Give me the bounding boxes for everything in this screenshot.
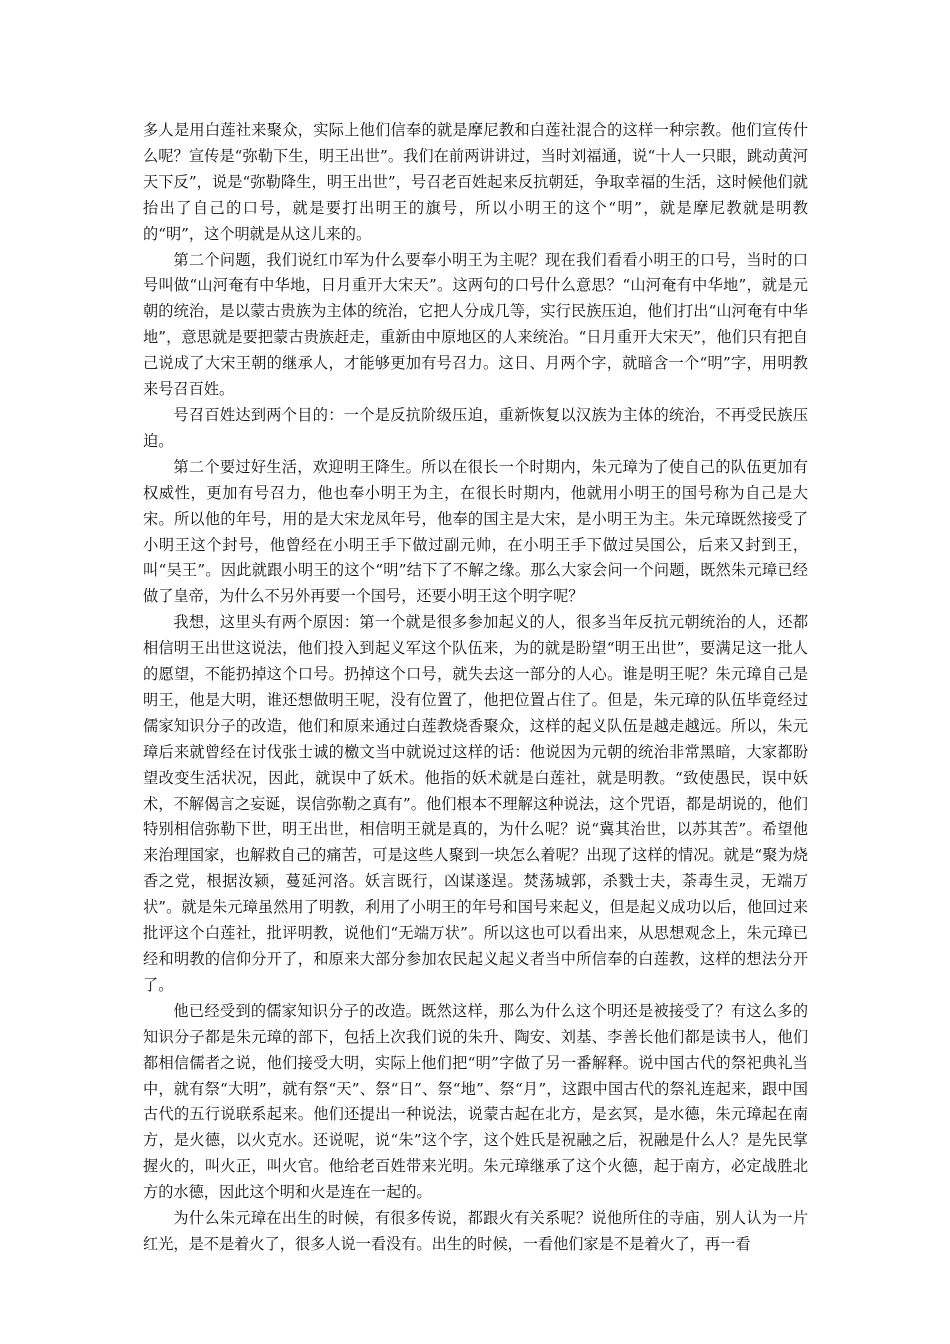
paragraph-red-turban-question: 第二个问题，我们说红巾军为什么要奉小明王为主呢？现在我们看看小明王的口号，当时的口号叫做“山河奄有中华地，日月重开大宋天”。这两句的口号什么意思？“山河奄有中华地”，就是元朝的统治，是以蒙古贵族为主体的统治，它把人分成几等，实行民族压迫，他们打出“山河奄有中华地”，意思就是要把蒙古贵族赶走，重新由中原地区的人来统治。“日月重开大宋天”，他们只有把自己说成了大宋王朝的继承人，才能够更加有号召力。这日、月两个字，就暗含一个“明”字，用明教来号召百姓。 xyxy=(143,250,808,399)
document-page xyxy=(143,118,808,1258)
paragraph-confucian-reform: 他已经受到的儒家知识分子的改造。既然这样，那么为什么这个明还是被接受了？有这么多的知识分子都是朱元璋的部下，包括上次我们说的朱升、陶安、刘基、李善长他们都是读书人，他们都相信儒者之说，他们接受大明，实际上他们把“明”字做了另一番解释。说中国古代的祭祀典礼当中，就有祭“大明”，就有祭“天”、祭“日”、祭“地”、祭“月”，这跟中国古代的祭礼连起来，跟中国古代的五行说联系起来。他们还提出一种说法，说蒙古起在北方，是玄冥，是水德，朱元璋起在南方，是火德，以火克水。还说呢，说“朱”这个字，这个姓氏是祝融之后，祝融是什么人？是先民掌握火的，叫火正，叫火官。他给老百姓带来光明。朱元璋继承了这个火德，起于南方，必定战胜北方的水德，因此这个明和火是连在一起的。 xyxy=(143,1001,808,1202)
paragraph-second-goal: 第二个要过好生活，欢迎明王降生。所以在很长一个时期内，朱元璋为了使自己的队伍更加有权威性，更加有号召力，他也奉小明王为主，在很长时期内，他就用小明王的国号称为自己是大宋。所以他的年号，用的是大宋龙凤年号，他奉的国主是大宋，是小明王为主。朱元璋既然接受了小明王这个封号，他曾经在小明王手下做过副元帅，在小明王手下做过吴国公，后来又封到王，叫“吴王”。因此就跟小明王的这个“明”结下了不解之缘。那么大家会问一个问题，既然朱元璋已经做了皇帝，为什么不另外再要一个国号，还要小明王这个明字呢？ xyxy=(143,457,808,606)
paragraph-two-goals: 号召百姓达到两个目的：一个是反抗阶级压迫，重新恢复以汉族为主体的统治，不再受民族压迫。 xyxy=(143,405,808,450)
paragraph-continued: 多人是用白莲社来聚众，实际上他们信奉的就是摩尼教和白莲社混合的这样一种宗教。他们宣传什么呢？宣传是“弥勒下生，明王出世”。我们在前两讲讲过，当时刘福通，说“十人一只眼，跳动黄河天下反”，说是“弥勒降生，明王出世”，号召老百姓起来反抗朝廷，争取幸福的生活，这时候他们就抬出了自己的口号，就是要打出明王的旗号，所以小明王的这个“明”，就是摩尼教就是明教的“明”，这个明就是从这儿来的。 xyxy=(143,121,808,243)
paragraph-birth-legends: 为什么朱元璋在出生的时候，有很多传说，都跟火有关系呢？说他所住的寺庙，别人认为一片红光，是不是着火了，很多人说一看没有。出生的时候，一看他们家是不是着火了，再一看 xyxy=(143,1209,808,1253)
paragraph-two-reasons: 我想，这里头有两个原因：第一个就是很多参加起义的人，很多当年反抗元朝统治的人，还都相信明王出世这说法，他们投入到起义军这个队伍来，为的就是盼望“明王出世”，要满足这一批人的愿望，不能扔掉这个口号。扔掉这个口号，就失去这一部分的人心。谁是明王呢？朱元璋自己是明王，他是大明，谁还想做明王呢，没有位置了，他把位置占住了。但是，朱元璋的队伍毕竟经过儒家知识分子的改造，他们和原来通过白莲教烧香聚众，这样的起义队伍是越走越远。所以，朱元璋后来就曾经在讨伐张士诚的檄文当中就说过这样的话：他说因为元朝的统治非常黑暗，大家都盼望改变生活状况，因此，就误中了妖术。他指的妖术就是白莲社，就是明教。“致使愚民，误中妖术，不解偈言之妄诞，误信弥勒之真有”。他们根本不理解这种说法，这个咒语，都是胡说的，他们特别相信弥勒下世，明王出世，相信明王就是真的，为什么呢？说“冀其治世，以苏其苦”。希望他来治理国家，也解救自己的痛苦，可是这些人聚到一块怎么着呢？出现了这样的情况。就是“聚为烧香之党，根据汝颍，蔓延河洛。妖言既行，凶谋遂逞。焚荡城郭，杀戮士夫，荼毒生灵，无端万状”。就是朱元璋虽然用了明教，利用了小明王的年号和国号来起义，但是起义成功以后，他回过来批评这个白莲社，批评明教，说他们“无端万状”。所以这也可以看出来，从思想观念上，朱元璋已经和明教的信仰分开了，和原来大部分参加农民起义起义者当中所信奉的白莲教，这样的想法分开了。 xyxy=(143,613,808,994)
